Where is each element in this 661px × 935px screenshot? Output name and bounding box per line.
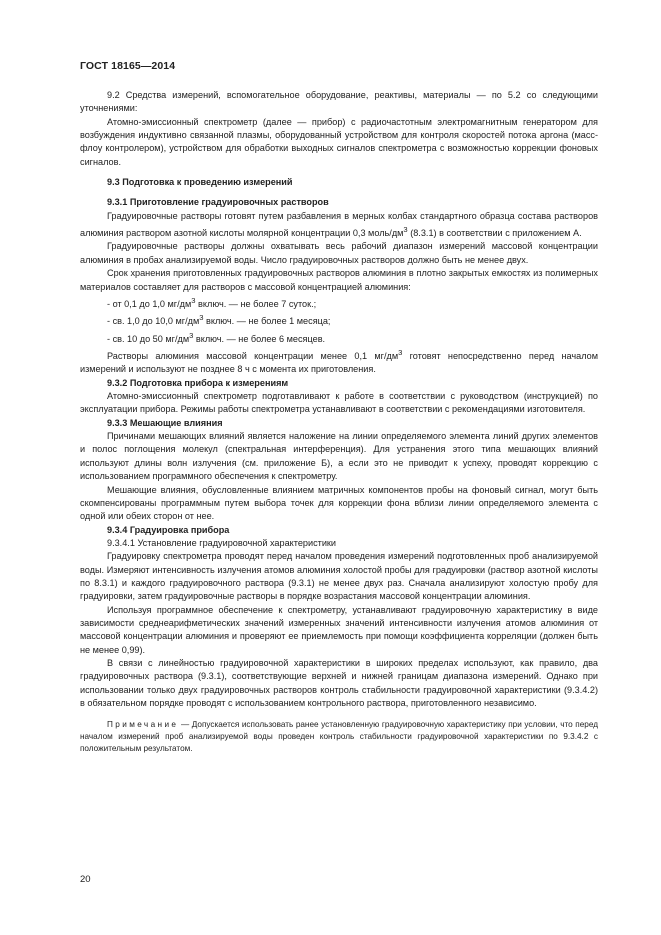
section-9-3-1-para-3: Срок хранения приготовленных градуировочных растворов алюминия в плотно закрытых емкостях из полимерных материалов составляет для растворов с массовой концентрацией алюминия: (80, 268, 598, 292)
superscript: 3 (191, 295, 196, 305)
section-9-3-4-para-3: В связи с линейностью градуировочной характеристики в широких пределах используют, как правило, два градуировочных раствора (9.3.1), соответствующие верхней и нижней границам диапазона измерений. Однако при использовании только двух градуировочных растворов контроль стабильности градуировочной характеристики (9.3.4.2) в обязательном порядке проводят с использованием контрольного раствора, приготовленного независимо. (80, 657, 598, 709)
list-item-text: включ. — не более 7 суток.; (195, 298, 317, 309)
section-9-3-1-para-1 (80, 210, 598, 241)
section-9-2-intro: 9.2 Средства измерений, вспомогательное оборудование, реактивы, материалы — по 5.2 со следующими уточнениями: (80, 90, 598, 114)
text-fragment: готовят непосредственно перед началом измерений и используют не позднее 8 ч с момента их приготовления. (80, 351, 598, 375)
superscript: 3 (398, 348, 403, 358)
section-9-3-1-para-2: Градуировочные растворы должны охватывать весь рабочий диапазон измерений массовой концентрации алюминия в пробах анализируемой воды. Число градуировочных растворов должно быть не менее двух. (80, 241, 598, 265)
section-9-3-3-para-2: Мешающие влияния, обусловленные влиянием матричных компонентов пробы на фоновый сигнал, могут быть скомпенсированы программным путем выбора точек для коррекции фона вблизи линии определяемого элемента с одной или обеих сторон от нее. (80, 484, 598, 522)
note-text: — Допускается использовать ранее установленную градуировочную характеристику при условии, что перед началом измерений проб анализируемой воды проведен контроль стабильности градуировочной характеристики по 9.3.4.2 с положительным результатом. (80, 720, 598, 753)
section-9-3-2-heading: 9.3.2 Подготовка прибора к измерениям (107, 377, 289, 388)
note-label: Примечание (107, 720, 179, 730)
list-item (107, 311, 598, 328)
section-9-3-1-heading: 9.3.1 Приготовление градуировочных растворов (107, 197, 329, 208)
list-item (107, 294, 598, 311)
text-fragment: Растворы алюминия массовой концентрации менее 0,1 мг/дм (107, 351, 399, 362)
section-9-2-spectrometer: Атомно-эмиссионный спектрометр (далее — прибор) с радиочастотным электромагнитным генератором для возбуждения индуктивно связанной плазмы, оборудованный устройством для контроля скоростей потока аргона (масс-флоу контролером), устройством для обработки выходных сигналов спектрометра с возможностью коррекции фоновых сигналов. (80, 116, 598, 167)
section-9-3-3-para-1: Причинами мешающих влияний является наложение на линии определяемого элемента линий других элементов и полос поглощения молекул (спектральная интерференция). Для устранения этого типа мешающих влияний используют длины волн излучения (см. приложение Б), а если это не приводит к успеху, проводят коррекцию с использованием программного обеспечения к спектрометру. (80, 431, 598, 482)
section-9-3-1-para-4 (80, 346, 598, 377)
document-header: ГОСТ 18165—2014 (80, 60, 176, 72)
list-item (107, 329, 598, 346)
text-fragment: (8.3.1) в соответствии с приложением А. (407, 228, 582, 239)
superscript: 3 (403, 225, 408, 235)
section-9-3-4-para-2: Используя программное обеспечение к спектрометру, устанавливают градуировочную характеристику в виде зависимости среднеарифметических значений измеренных значений интенсивности излучения атомов алюминия от массовой концентрации алюминия и проверяют ее приемлемость при помощи коэффициента корреляции (должен быть не менее 0,99). (80, 604, 598, 655)
document-body (80, 89, 598, 755)
list-item-text: - св. 10 до 50 мг/дм (107, 333, 190, 344)
section-9-3-3-heading: 9.3.3 Мешающие влияния (107, 417, 223, 428)
storage-list (80, 294, 598, 346)
list-item-text: включ. — не более 6 месяцев. (193, 333, 326, 344)
section-9-3-heading: 9.3 Подготовка к проведению измерений (107, 177, 293, 188)
text-fragment: Градуировочные растворы готовят путем разбавления в мерных колбах стандартного образца состава растворов алюминия раствором азотной кислоты молярной концентрации 0,3 моль/дм (80, 210, 598, 239)
page-number: 20 (80, 874, 91, 885)
list-item-text: - от 0,1 до 1,0 мг/дм (107, 298, 192, 309)
note (80, 719, 598, 754)
section-9-3-4-heading: 9.3.4 Градуировка прибора (107, 524, 230, 535)
section-9-3-4-para-1: Градуировку спектрометра проводят перед началом проведения измерений подготовленных проб анализируемой воды. Измеряют интенсивность излучения атомов алюминия холостой пробы для градуировки (раствор азотной кислоты по 8.3.1) и каждого градуировочного раствора (9.3.1) не менее двух раз. Сначала анализируют холостую пробу для градуировки, затем градуировочные растворы в порядке возрастания массовой концентрации алюминия. (80, 551, 598, 602)
section-9-3-4-1-subheading: 9.3.4.1 Установление градуировочной характеристики (107, 537, 337, 548)
list-item-text: включ. — не более 1 месяца; (203, 316, 331, 327)
section-9-3-2-para-1: Атомно-эмиссионный спектрометр подготавливают к работе в соответствии с руководством (инструкцией) по эксплуатации прибора. Режимы работы спектрометра устанавливают в соответствии с рекомендациями изготовителя. (80, 391, 598, 415)
superscript: 3 (189, 330, 194, 340)
list-item-text: - св. 1,0 до 10,0 мг/дм (107, 316, 200, 327)
superscript: 3 (199, 313, 204, 323)
